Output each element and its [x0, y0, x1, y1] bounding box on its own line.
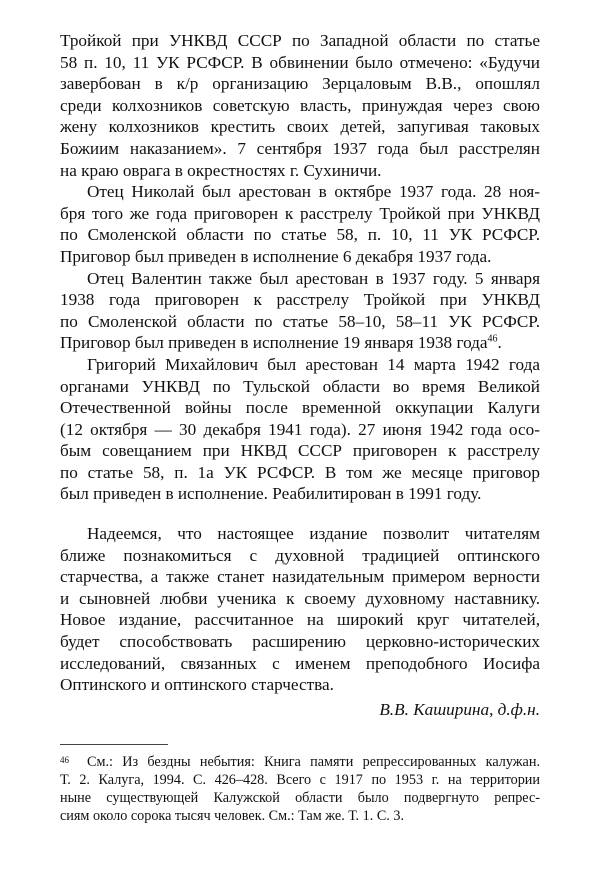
footnote-reference[interactable]: 46 [487, 333, 498, 345]
text-line: Отец Валентин также был арестован в 1937 году. 5 января [87, 268, 540, 288]
text-line: и сыновней любви ученика к своему духовному наставнику. [60, 588, 540, 608]
text-line: Оптинского и оптинского старчества. [60, 675, 334, 695]
text-fragment: Приговор был приведен в исполнение 19 января 1938 года [60, 333, 488, 353]
text-line: Божиим наказанием». 7 сентября 1937 года был расстрелян [60, 138, 540, 158]
page-content [60, 30, 540, 825]
text-line: Приговор был приведен в исполнение 6 декабря 1937 года. [60, 246, 492, 266]
text-line: Григорий Михайлович был арестован 14 марта 1942 года [87, 354, 540, 374]
text-line: по Смоленской области по статье 58, п. 10, 11 УК РСФСР. [60, 225, 540, 245]
footnote [60, 753, 540, 825]
text-line: органами УНКВД по Тульской области во время Великой [60, 376, 540, 396]
text-line: 58 п. 10, 11 УК РСФСР. В обвинении было отмечено: «Будучи [60, 52, 540, 72]
text-line: был приведен в исполнение. Реабилитирован в 1991 году. [60, 484, 482, 504]
paragraph [60, 30, 540, 181]
text-line: исследований, связанных с именем преподобного Иосифа [60, 653, 540, 673]
footnote-line: Т. 2. Калуга, 1994. С. 426–428. Всего с 1917 по 1953 г. на территории [60, 772, 540, 789]
text-line: по статье 58, п. 1а УК РСФСР. В том же месяце приговор [60, 462, 540, 482]
text-line: среди колхозников советскую власть, принуждая через свою [60, 95, 540, 115]
text-line: старчества, а также станет назидательным примером верности [60, 567, 540, 587]
footnote-line: сиям около сорока тысяч человек. См.: Там же. Т. 1. С. 3. [60, 808, 405, 825]
paragraph [60, 181, 540, 267]
footnote-number: 46 [60, 755, 69, 766]
text-line: 1938 года приговорен к расстрелу Тройкой при УНКВД [60, 290, 540, 310]
text-line: Отечественной войны после временной оккупации Калуги [60, 398, 540, 418]
text-line: бря того же года приговорен к расстрелу Тройкой при УНКВД [60, 203, 540, 223]
text-fragment: . [497, 333, 502, 353]
text-line: Тройкой при УНКВД СССР по Западной области по статье [60, 31, 540, 50]
text-line: Надеемся, что настоящее издание позволит читателям [87, 524, 540, 544]
text-line: (12 октября — 30 декабря 1941 года). 27 июня 1942 года осо- [60, 419, 540, 439]
paragraph [60, 523, 540, 696]
text-line: ближе познакомиться с духовной традицией оптинского [60, 545, 540, 565]
text-line: завербован в к/р организацию Зерцаловым В.В., опошлял [60, 74, 540, 94]
footnote-line [60, 753, 540, 771]
paragraph [60, 268, 540, 354]
text-line: по Смоленской области по статье 58–10, 58–11 УК РСФСР. [60, 311, 540, 331]
paragraph [60, 354, 540, 505]
footnote-line: ныне существующей Калужской области было подвергнуто репрес- [60, 790, 540, 807]
section-gap [60, 505, 540, 523]
text-line [60, 332, 540, 354]
text-line: Новое издание, рассчитанное на широкий круг читателей, [60, 610, 540, 630]
text-line: на краю оврага в окрестностях г. Сухиничи. [60, 160, 382, 180]
text-line: бым совещанием при НКВД СССР приговорен к расстрелу [60, 441, 540, 461]
footnote-separator [60, 744, 168, 745]
text-line: будет способствовать расширению церковно-исторических [60, 632, 540, 652]
text-line: жену колхозников крестить своих детей, запугивая таковых [60, 117, 540, 137]
text-line: Отец Николай был арестован в октябре 1937 года. 28 ноя- [87, 182, 540, 202]
signature: В.В. Каширина, д.ф.н. [379, 699, 540, 719]
footnote-text: См.: Из бездны небытия: Книга памяти репрессированных калужан. [87, 754, 540, 771]
